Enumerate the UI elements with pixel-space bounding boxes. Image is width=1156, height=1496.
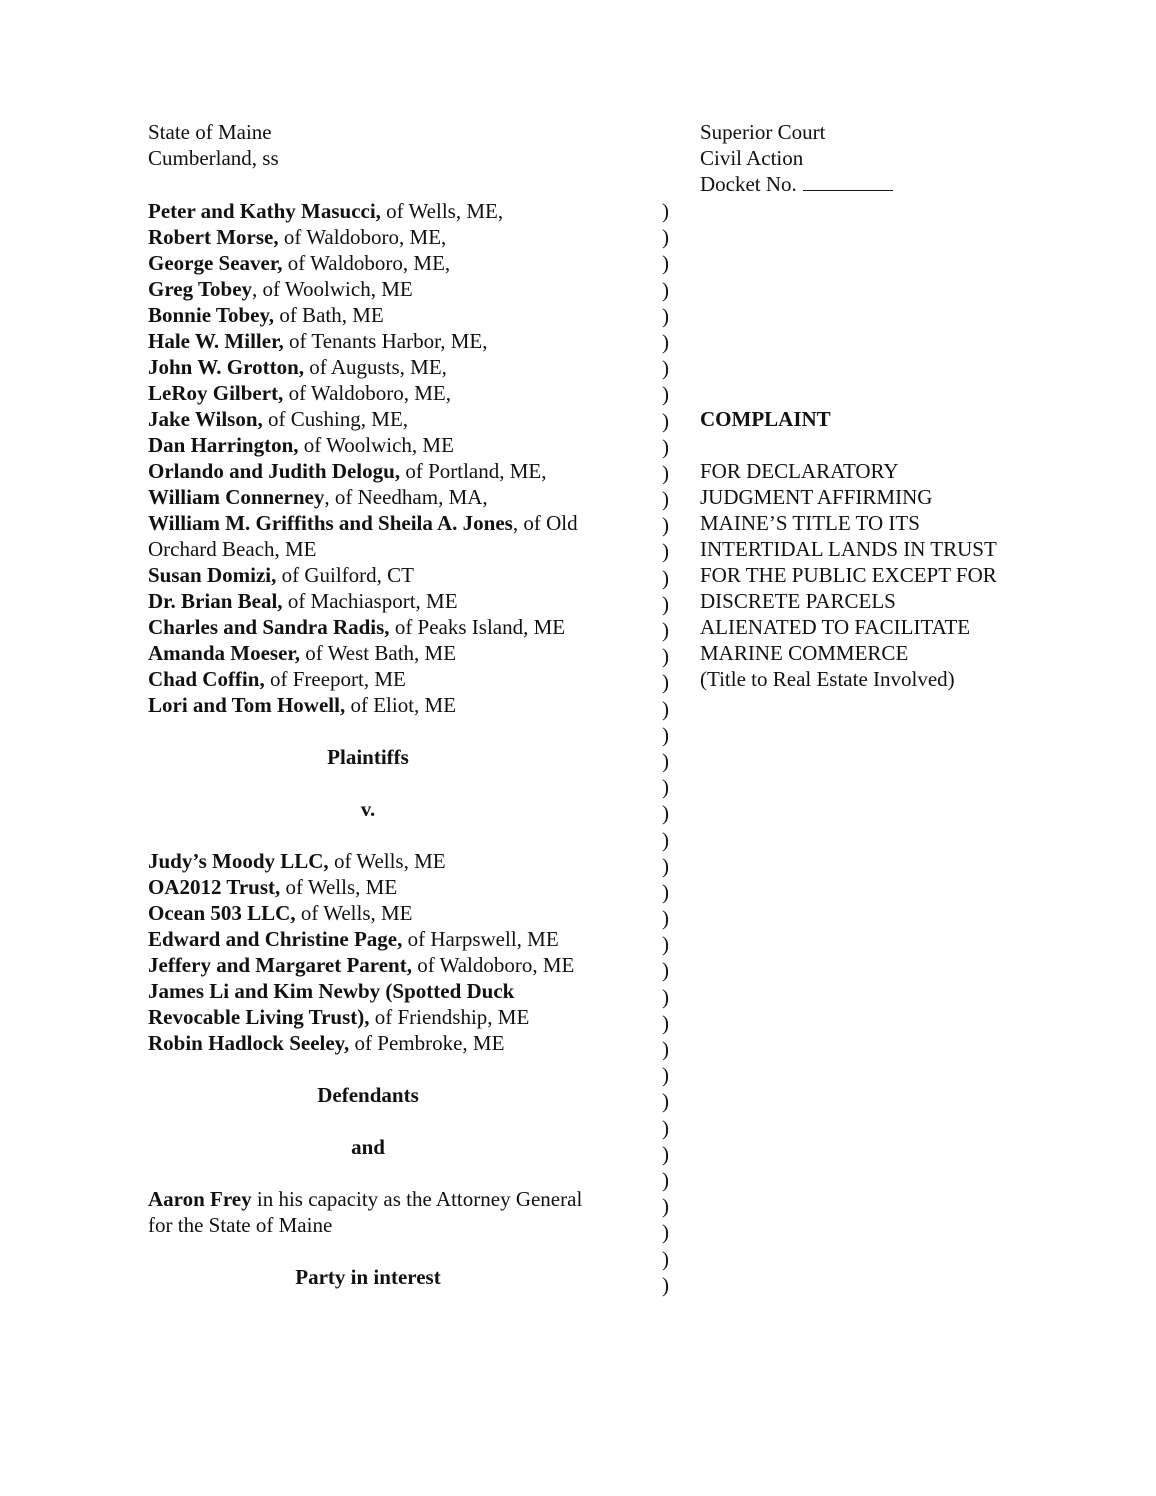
- plaintiff-name: William M. Griffiths and Sheila A. Jones: [148, 511, 513, 535]
- caption-paren: ): [662, 382, 669, 407]
- plaintiff-entry: [148, 328, 638, 354]
- caption-paren: ): [662, 906, 669, 931]
- defendant-entry: [148, 978, 638, 1004]
- defendant-location: of Waldoboro, ME: [411, 953, 575, 977]
- caption-paren: ): [662, 356, 669, 381]
- spacer: [148, 770, 638, 796]
- caption-paren: ): [662, 539, 669, 564]
- plaintiff-entry: [148, 380, 638, 406]
- plaintiff-location: of Augusts, ME,: [304, 355, 447, 379]
- caption-paren: ): [662, 434, 669, 459]
- plaintiff-name: John W. Grotton,: [148, 355, 304, 379]
- caption-paren: ): [662, 329, 669, 354]
- plaintiff-name: George Seaver,: [148, 251, 283, 275]
- caption-paren: ): [662, 853, 669, 878]
- venue-state: State of Maine: [148, 120, 272, 144]
- plaintiff-location: of Portland, ME,: [400, 459, 547, 483]
- plaintiff-name: Greg Tobey: [148, 277, 253, 301]
- caption-paren: ): [662, 1246, 669, 1271]
- caption-paren: ): [662, 618, 669, 642]
- plaintiff-location: of Wells, ME,: [380, 199, 504, 223]
- plaintiff-location: of Eliot, ME: [345, 693, 457, 717]
- plaintiff-name: Orlando and Judith Delogu,: [148, 459, 401, 483]
- defendant-name: Edward and Christine Page,: [148, 927, 403, 951]
- defendant-entry: [148, 1004, 638, 1030]
- spacer: [148, 1238, 638, 1264]
- plaintiff-entry: [148, 614, 638, 640]
- plaintiffs-heading: Plaintiffs: [327, 745, 409, 769]
- relief-line: FOR THE PUBLIC EXCEPT FOR: [700, 563, 997, 587]
- caption-paren: ): [662, 251, 669, 276]
- caption-paren: ): [662, 303, 669, 328]
- plaintiff-entry: [148, 562, 638, 588]
- caption-paren: ): [662, 1063, 669, 1088]
- caption-paren: ): [662, 1194, 669, 1219]
- relief-line: MARINE COMMERCE: [700, 641, 909, 665]
- plaintiff-location: of Woolwich, ME: [298, 433, 454, 457]
- caption-parentheses: [662, 198, 674, 1298]
- plaintiff-list: [148, 198, 638, 718]
- defendant-entry: [148, 926, 638, 952]
- plaintiff-entry: [148, 302, 638, 328]
- plaintiff-entry: [148, 250, 638, 276]
- attorney-general-capacity: in his capacity as the Attorney General: [251, 1187, 583, 1211]
- caption-paren: ): [662, 1141, 669, 1166]
- party-in-interest-line1: [148, 1186, 638, 1212]
- caption-paren: ): [662, 775, 669, 800]
- plaintiff-location: , of Needham, MA,: [324, 485, 488, 509]
- party-in-interest-line2: for the State of Maine: [148, 1213, 333, 1237]
- plaintiff-entry: [148, 406, 638, 432]
- caption-paren: ): [662, 1089, 669, 1114]
- plaintiff-location: Orchard Beach, ME: [148, 537, 317, 561]
- defendant-location: of Wells, ME: [295, 901, 413, 925]
- docket-number: [700, 171, 893, 197]
- caption-paren: ): [662, 408, 669, 433]
- caption-paren: ): [662, 984, 669, 1009]
- docket-blank-line: [803, 172, 893, 191]
- plaintiff-name: Susan Domizi,: [148, 563, 277, 587]
- plaintiff-entry: [148, 640, 638, 666]
- spacer: [148, 1056, 638, 1082]
- attorney-general-name: Aaron Frey: [148, 1187, 252, 1211]
- defendant-name: James Li and Kim Newby (Spotted Duck: [148, 979, 515, 1003]
- caption-paren: ): [662, 1010, 669, 1035]
- relief-description: [700, 458, 997, 692]
- relief-line: ALIENATED TO FACILITATE: [700, 615, 971, 639]
- plaintiff-name: Amanda Moeser,: [148, 641, 301, 665]
- defendant-entry: [148, 900, 638, 926]
- relief-line: INTERTIDAL LANDS IN TRUST: [700, 537, 997, 561]
- plaintiff-location: of Waldoboro, ME,: [282, 251, 451, 275]
- caption-paren: ): [662, 748, 669, 773]
- plaintiff-entry: [148, 458, 638, 484]
- caption-paren: ): [662, 565, 669, 590]
- plaintiff-name: Dan Harrington,: [148, 433, 299, 457]
- plaintiff-entry: [148, 692, 638, 718]
- complaint-title: COMPLAINT: [700, 407, 831, 431]
- defendant-location: of Wells, ME: [328, 849, 446, 873]
- caption-paren: ): [662, 1272, 669, 1297]
- plaintiff-entry: [148, 510, 638, 536]
- caption-paren: ): [662, 460, 669, 485]
- caption-paren: ): [662, 591, 669, 616]
- defendant-entry: [148, 848, 638, 874]
- spacer: [148, 1108, 638, 1134]
- caption-paren: ): [662, 696, 669, 721]
- plaintiff-entry: [148, 354, 638, 380]
- plaintiff-entry: [148, 224, 638, 250]
- plaintiff-name: Peter and Kathy Masucci,: [148, 199, 381, 223]
- relief-line: FOR DECLARATORY: [700, 459, 899, 483]
- plaintiff-entry: [148, 588, 638, 614]
- plaintiff-location: of Guilford, CT: [276, 563, 415, 587]
- defendant-name: Judy’s Moody LLC,: [148, 849, 329, 873]
- action-type: Civil Action: [700, 146, 804, 170]
- plaintiff-location: of Waldoboro, ME,: [283, 381, 451, 405]
- plaintiff-name: Lori and Tom Howell,: [148, 693, 346, 717]
- defendant-name: Ocean 503 LLC,: [148, 901, 296, 925]
- caption-paren: ): [662, 225, 669, 250]
- plaintiff-name: Jake Wilson,: [148, 407, 263, 431]
- plaintiff-location: of Freeport, ME: [264, 667, 406, 691]
- party-in-interest-heading: Party in interest: [295, 1265, 441, 1289]
- plaintiff-location: of Bath, ME: [274, 303, 384, 327]
- spacer: [148, 718, 638, 744]
- spacer: [148, 822, 638, 848]
- caption-paren: ): [662, 670, 669, 695]
- relief-line: DISCRETE PARCELS: [700, 589, 896, 613]
- defendants-heading: Defendants: [317, 1083, 419, 1107]
- defendant-location: of Harpswell, ME: [402, 927, 559, 951]
- plaintiff-name: Dr. Brian Beal,: [148, 589, 283, 613]
- plaintiff-entry: [148, 536, 638, 562]
- caption-paren: ): [662, 199, 669, 223]
- caption-paren: ): [662, 722, 669, 747]
- caption-paren: ): [662, 277, 669, 302]
- defendant-location: of Wells, ME: [280, 875, 398, 899]
- defendant-entry: [148, 1030, 638, 1056]
- defendant-location: of Friendship, ME: [369, 1005, 530, 1029]
- court-venue: [148, 119, 279, 171]
- caption-paren: ): [662, 1220, 669, 1245]
- defendant-name: Revocable Living Trust),: [148, 1005, 370, 1029]
- plaintiff-name: LeRoy Gilbert,: [148, 381, 284, 405]
- venue-county: Cumberland, ss: [148, 146, 279, 170]
- plaintiff-name: William Connerney: [148, 485, 325, 509]
- plaintiff-entry: [148, 432, 638, 458]
- defendant-location: of Pembroke, ME: [349, 1031, 505, 1055]
- caption-paren: ): [662, 827, 669, 852]
- caption-paren: ): [662, 1115, 669, 1140]
- caption-paren: ): [662, 958, 669, 983]
- plaintiff-name: Charles and Sandra Radis,: [148, 615, 390, 639]
- plaintiff-location: of Waldoboro, ME,: [278, 225, 447, 249]
- caption-paren: ): [662, 801, 669, 826]
- relief-line: MAINE’S TITLE TO ITS: [700, 511, 920, 535]
- plaintiff-location: , of Woolwich, ME: [252, 277, 413, 301]
- caption-paren: ): [662, 487, 669, 512]
- plaintiff-location: , of Old: [512, 511, 578, 535]
- plaintiff-name: Hale W. Miller,: [148, 329, 284, 353]
- defendant-entry: [148, 952, 638, 978]
- plaintiff-location: of Cushing, ME,: [262, 407, 409, 431]
- plaintiff-name: Robert Morse,: [148, 225, 279, 249]
- caption-paren: ): [662, 644, 669, 669]
- case-caption: [148, 198, 638, 1290]
- docket-label: Docket No.: [700, 172, 797, 196]
- defendant-entry: [148, 874, 638, 900]
- plaintiff-entry: [148, 198, 638, 224]
- plaintiff-name: Chad Coffin,: [148, 667, 265, 691]
- spacer: [148, 1160, 638, 1186]
- relief-line: (Title to Real Estate Involved): [700, 667, 955, 691]
- caption-paren: ): [662, 1167, 669, 1192]
- defendant-list: [148, 848, 638, 1056]
- plaintiff-name: Bonnie Tobey,: [148, 303, 275, 327]
- caption-paren: ): [662, 1037, 669, 1061]
- court-name: Superior Court: [700, 120, 826, 144]
- plaintiff-location: of Tenants Harbor, ME,: [283, 329, 488, 353]
- plaintiff-location: of Peaks Island, ME: [389, 615, 566, 639]
- defendant-name: OA2012 Trust,: [148, 875, 281, 899]
- court-info: [700, 119, 893, 197]
- plaintiff-entry: [148, 666, 638, 692]
- and-label: and: [351, 1135, 385, 1159]
- caption-paren: ): [662, 879, 669, 904]
- plaintiff-location: of Machiasport, ME: [282, 589, 458, 613]
- plaintiff-entry: [148, 276, 638, 302]
- relief-line: JUDGMENT AFFIRMING: [700, 485, 933, 509]
- defendant-name: Robin Hadlock Seeley,: [148, 1031, 350, 1055]
- plaintiff-entry: [148, 484, 638, 510]
- versus-label: v.: [360, 797, 376, 821]
- caption-paren: ): [662, 932, 669, 957]
- caption-paren: ): [662, 513, 669, 538]
- defendant-name: Jeffery and Margaret Parent,: [148, 953, 412, 977]
- plaintiff-location: of West Bath, ME: [300, 641, 457, 665]
